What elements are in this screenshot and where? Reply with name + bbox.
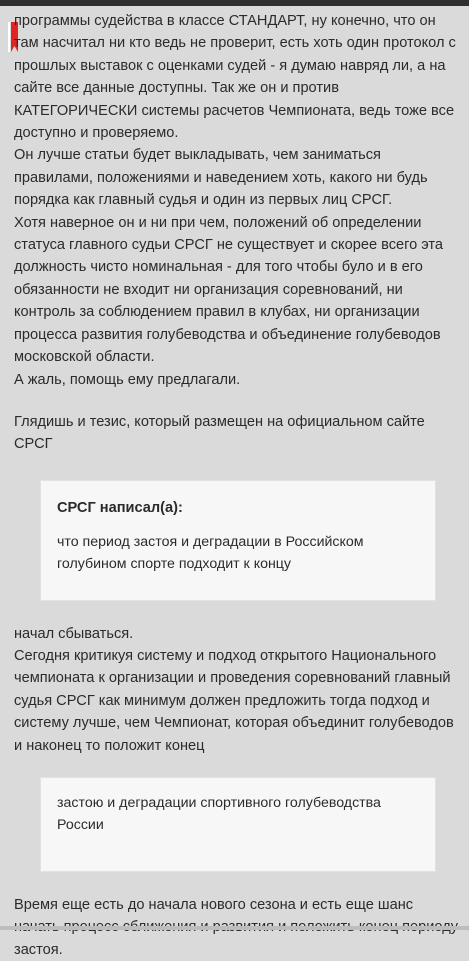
paragraph-spacer xyxy=(14,391,460,411)
post-paragraph: начал сбываться. xyxy=(14,625,134,642)
quote-author[interactable]: СРСГ написал(а): xyxy=(57,499,183,516)
post-paragraph: Время еще есть до начала нового сезона и есть еще шанс застоя. xyxy=(14,896,414,958)
bottom-edge xyxy=(0,926,469,930)
post-paragraph: Хотя наверное он и ни при чем, положений об определении статуса главного судьи СРСГ не существует и скорее всего эта должность чисто номинальная - для того чтобы було и в его обязанности не входит ни организация соревнований, ни контроль за соблюдением правил в клубах, ни организации процесса развития голубеводства и объединение голубеводов московской области. xyxy=(14,214,444,366)
post-section-mid xyxy=(14,623,460,757)
quote-text: застою и деградации спортивного голубеводства России xyxy=(57,794,381,834)
quote-block xyxy=(40,480,436,601)
post-paragraph: Сегодня критикуя систему и подход открытого Национального чемпионата к организации и проведения соревнований главный судья СРСГ как минимум должен предложить тогда подход и систему лучше, чем Чемпионат, которая объединит голубеводов и наконец то положит конец xyxy=(14,647,454,754)
bookmark-edge xyxy=(8,22,10,52)
post-paragraph: Он лучше статьи будет выкладывать, чем заниматься правилами, положениями и наведением хоть, какого ни будь порядка как главный судья и один из первых лиц СРСГ. xyxy=(14,147,428,209)
post-paragraph: А жаль, помощь ему предлагали. xyxy=(14,371,241,388)
quote-block xyxy=(40,777,436,872)
post-paragraph-intro-quote: Глядишь и тезис, который размещен на официальном сайте СРСГ xyxy=(14,413,425,453)
quote-text: что период застоя и деградации в Российском голубином спорте подходит к концу xyxy=(57,533,364,573)
post-body xyxy=(14,10,460,961)
status-bar xyxy=(0,0,469,6)
post-paragraph: программы судейства в классе СТАНДАРТ, ну конечно, что он там насчитал ни кто ведь не проверит, есть хоть один протокол с прошлых выставок с оценками судей - я думаю навряд ли, а на сайте все данные доступны. Так же он и против КАТЕГОРИЧЕСКИ системы расчетов Чемпионата, ведь тоже все доступно и проверяемо. xyxy=(14,13,456,142)
